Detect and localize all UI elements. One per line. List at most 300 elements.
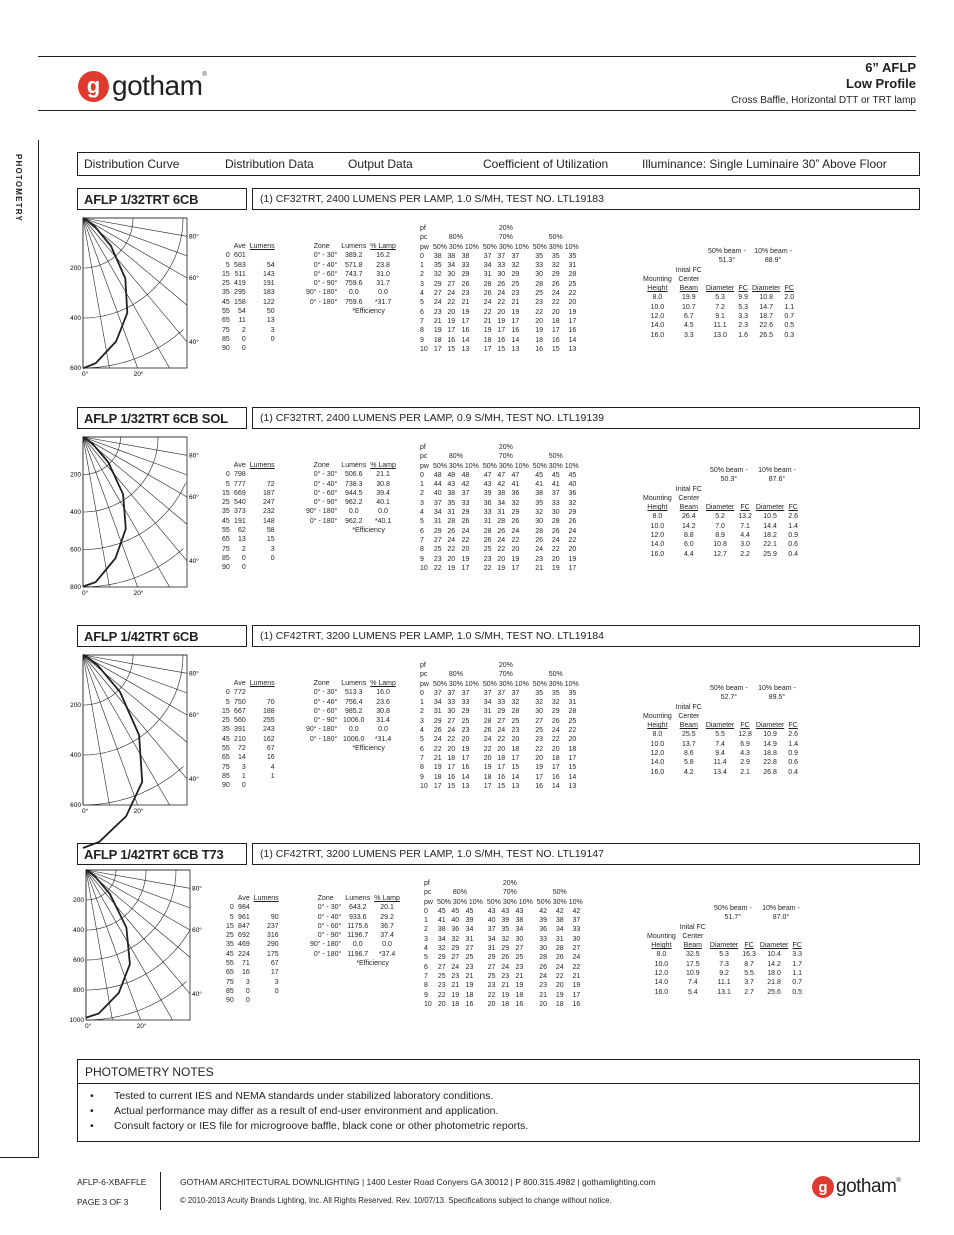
table-header-row	[418, 452, 581, 461]
table-cell: 26	[497, 527, 506, 535]
table-cell: 10	[420, 564, 428, 572]
table-cell: 20	[568, 736, 577, 744]
header-cell: 70%	[498, 671, 513, 679]
header-cell: 20%	[498, 225, 513, 232]
table-row	[220, 298, 277, 307]
header-cell: Mounting	[643, 712, 672, 720]
table-cell: 469	[238, 941, 250, 949]
table-cell: 27	[437, 963, 446, 971]
table-cell: 28	[535, 280, 544, 288]
table-cell: 36	[539, 926, 548, 934]
illuminance-table	[641, 247, 796, 340]
section-title: AFLP 1/32TRT 6CB SOL	[77, 407, 247, 429]
table-cell: 32	[511, 262, 520, 270]
table-cell: 19	[483, 764, 492, 772]
table-cell: 54	[237, 308, 246, 316]
table-cell: 17	[433, 782, 442, 790]
table-cell: 36	[483, 499, 492, 507]
table-cell: 43	[515, 907, 524, 915]
table-cell: 506.6	[344, 471, 363, 479]
header-cell: 50%	[548, 671, 563, 679]
header-cell: 20%	[502, 880, 517, 887]
table-row	[224, 978, 281, 987]
table-cell: 43	[483, 481, 492, 489]
table-cell: 21	[572, 972, 581, 980]
table-cell: 34	[515, 926, 524, 934]
header-cell: FC	[784, 285, 794, 293]
table-cell: 0	[424, 907, 428, 915]
table-cell: 25.5	[682, 731, 696, 739]
header-cell	[704, 275, 796, 284]
table-cell: 162	[262, 735, 275, 743]
table-row	[220, 753, 277, 762]
table-cell	[252, 903, 281, 912]
table-cell: 18.8	[763, 750, 777, 758]
curve-angle-label: 60°	[192, 927, 202, 935]
table-header-row	[641, 256, 796, 265]
table-cell: 9.4	[715, 750, 725, 758]
table-cell: 20	[461, 546, 470, 554]
table-cell: 14.7	[759, 303, 774, 311]
table-cell: 20	[497, 308, 506, 316]
table-cell: 72	[266, 480, 275, 488]
table-cell: 26	[447, 527, 456, 535]
table-cell: 183	[262, 289, 275, 297]
table-cell: 847	[238, 922, 250, 930]
table-cell: 1175.6	[347, 922, 369, 930]
table-cell: 511	[234, 270, 246, 278]
table-row	[418, 717, 581, 726]
table-cell: 11.4	[713, 759, 727, 767]
table-cell: 72	[237, 745, 246, 753]
table-cell: 15	[447, 345, 456, 353]
table-cell: 143	[262, 270, 275, 278]
header-cell: pf	[420, 662, 426, 669]
table-cell: 5.5	[744, 970, 754, 978]
table-cell: 16.0	[654, 988, 669, 996]
table-cell: 22	[551, 736, 560, 744]
table-cell: *31.7	[374, 298, 392, 306]
table-cell: 18	[551, 754, 560, 762]
table-cell: 24	[483, 299, 492, 307]
table-cell: 944.5	[344, 489, 363, 497]
table-cell: 3	[420, 499, 424, 507]
table-row	[422, 953, 585, 962]
table-cell: 24	[483, 736, 492, 744]
table-cell: 1006.0	[343, 735, 365, 743]
table-cell: 15	[551, 345, 560, 353]
table-cell: 24	[501, 963, 510, 971]
table-cell: 5	[420, 518, 424, 526]
table-cell: 31	[483, 518, 492, 526]
header-cell	[645, 913, 708, 922]
table-cell: 5	[424, 954, 428, 962]
table-cell: 19.9	[682, 294, 696, 302]
table-cell: 36	[568, 490, 577, 498]
table-cell: 38	[555, 917, 564, 925]
header-cell	[641, 475, 704, 484]
table-cell	[248, 251, 277, 260]
table-row	[418, 517, 581, 526]
table-cell: 5	[225, 261, 230, 269]
table-cell: 0	[225, 252, 230, 260]
header-cell	[645, 923, 678, 932]
gotham-g-mark: g	[78, 71, 109, 102]
table-row	[641, 312, 796, 321]
table-cell: 0° - 60°	[313, 707, 338, 715]
table-cell: 45	[222, 517, 230, 525]
table-cell: 90	[222, 782, 230, 790]
header-cell: FC	[788, 722, 798, 730]
table-row	[422, 944, 585, 953]
table-cell: 8.0	[656, 951, 667, 959]
table-cell: 25	[515, 954, 524, 962]
beam-angle: 51.7°	[724, 914, 742, 922]
photometry-tab-bar	[77, 152, 920, 176]
table-cell: 1	[420, 481, 424, 489]
table-cell: 70	[266, 698, 275, 706]
table-cell: 16	[497, 336, 506, 344]
table-cell: 16	[568, 327, 577, 335]
table-cell: 540	[234, 499, 246, 507]
table-cell: 2.6	[788, 513, 799, 521]
table-cell: 9.1	[715, 313, 725, 321]
curve-radial-label: 400	[73, 927, 84, 934]
table-row	[418, 326, 581, 335]
table-cell	[248, 344, 277, 353]
table-cell: 26	[568, 518, 577, 526]
table-cell: 7.3	[719, 960, 729, 968]
header-cell: 80%	[448, 453, 463, 461]
table-cell: 45	[226, 950, 234, 958]
table-cell: 0.4	[788, 768, 799, 776]
header-cell: Inital FC	[675, 485, 702, 493]
table-cell: 33	[572, 926, 581, 934]
table-header-row	[641, 503, 800, 512]
table-header-row	[220, 242, 277, 251]
table-row	[418, 298, 581, 307]
table-cell: 16	[551, 336, 560, 344]
table-cell: 10	[424, 1000, 432, 1008]
table-cell: 16	[535, 782, 544, 790]
curve-angle-label: 80°	[192, 885, 202, 893]
table-cell: 16	[572, 1000, 581, 1008]
table-cell: 38	[497, 490, 506, 498]
table-cell: 20	[447, 555, 456, 563]
table-cell: 0° - 180°	[313, 950, 342, 958]
table-cell: 20	[461, 736, 470, 744]
table-cell: 15	[222, 270, 230, 278]
header-cell: 50%	[552, 889, 567, 897]
table-cell: 18.0	[767, 970, 781, 978]
tab-distribution-data: Distribution Data	[225, 157, 314, 171]
table-cell: 22	[483, 564, 492, 572]
table-cell: 35	[535, 689, 544, 697]
header-cell	[531, 224, 581, 233]
distribution-data-table	[224, 894, 281, 1006]
table-row	[220, 335, 277, 344]
table-header-row	[418, 233, 581, 242]
table-row	[308, 913, 402, 922]
table-cell: 75	[222, 763, 230, 771]
table-cell	[304, 744, 339, 753]
table-cell: 22	[461, 536, 470, 544]
table-cell: 23	[465, 963, 474, 971]
table-cell: 12.0	[650, 750, 665, 758]
table-cell: 5.8	[683, 759, 694, 767]
table-cell: 224	[238, 950, 250, 958]
table-cell: 759.6	[344, 280, 363, 288]
table-cell: 62	[237, 527, 246, 535]
beam-angle: 52.7°	[720, 694, 738, 702]
table-cell: 17	[568, 317, 577, 325]
header-cell: Center	[678, 275, 700, 283]
table-cell: 17	[497, 764, 506, 772]
header-cell	[431, 661, 481, 670]
table-cell: 17	[551, 764, 560, 772]
header-cell: FC	[738, 285, 748, 293]
curve-angle-label: 80°	[189, 670, 199, 678]
table-cell: 10	[420, 345, 428, 353]
table-cell: 30	[539, 945, 548, 953]
table-cell: 18	[555, 1000, 564, 1008]
table-cell: 0	[420, 471, 424, 479]
table-cell: 25	[535, 727, 544, 735]
header-cell: Lumens	[249, 462, 275, 469]
table-cell	[248, 781, 277, 790]
table-cell: 24	[447, 290, 456, 298]
table-cell: 14	[461, 336, 470, 344]
table-cell: 0.0	[378, 289, 388, 297]
table-row	[418, 536, 581, 545]
table-cell: 23	[461, 290, 470, 298]
table-cell: 31	[433, 708, 442, 716]
table-cell: 24	[551, 727, 560, 735]
table-cell: 18	[483, 336, 492, 344]
table-cell: 13	[568, 782, 577, 790]
table-cell: 316	[266, 932, 279, 940]
table-cell: 38	[437, 926, 446, 934]
table-cell: 30	[447, 708, 456, 716]
table-cell: 27	[572, 945, 581, 953]
table-cell: 31	[483, 708, 492, 716]
header-cell: Beam	[683, 942, 702, 950]
footer-divider	[160, 1172, 161, 1210]
table-cell: 31	[568, 699, 577, 707]
table-cell: 22	[483, 308, 492, 316]
header-cell: Diameter	[705, 504, 735, 512]
table-header-row	[422, 879, 585, 888]
table-cell: 24	[497, 290, 506, 298]
table-cell: 30	[535, 271, 544, 279]
header-cell: Center	[678, 494, 700, 502]
table-cell: 16.2	[376, 252, 390, 260]
table-row	[220, 698, 277, 707]
table-cell: 0° - 40°	[313, 698, 338, 706]
header-cell	[641, 247, 704, 256]
header-cell	[531, 443, 581, 452]
table-cell: 17	[483, 782, 492, 790]
header-cell: 50%	[548, 234, 563, 242]
table-row	[304, 307, 398, 316]
header-cell	[641, 703, 674, 712]
header-cell: pf	[420, 444, 426, 451]
table-row	[418, 545, 581, 554]
table-cell: 17	[461, 754, 470, 762]
table-row	[418, 707, 581, 716]
table-cell: 191	[262, 280, 275, 288]
table-row	[422, 972, 585, 981]
table-cell: 33	[461, 499, 470, 507]
table-cell: 32	[437, 945, 446, 953]
table-cell: 22	[511, 536, 520, 544]
table-cell: 23	[487, 982, 496, 990]
table-cell: 33	[497, 262, 506, 270]
table-cell: 756.4	[344, 698, 363, 706]
table-cell: 210	[234, 735, 246, 743]
footer-g-mark: g	[812, 1176, 834, 1198]
table-cell: 34	[497, 499, 506, 507]
table-cell: 14.2	[767, 960, 781, 968]
curve-radial-label: 600	[70, 802, 81, 809]
table-cell: 32	[551, 699, 560, 707]
curve-radial-label: 600	[70, 365, 81, 372]
table-cell: 25	[222, 717, 230, 725]
table-cell: 18	[568, 745, 577, 753]
table-cell: 16	[515, 1000, 524, 1008]
table-cell: 18	[483, 773, 492, 781]
table-cell: 20	[511, 546, 520, 554]
table-cell: 29	[487, 954, 496, 962]
table-cell: 29	[433, 717, 442, 725]
table-cell: 26	[433, 727, 442, 735]
table-cell: 24	[497, 536, 506, 544]
curve-frame	[83, 437, 187, 587]
table-cell: 122	[262, 298, 275, 306]
table-cell: 45	[222, 735, 230, 743]
side-label: PHOTOMETRY	[14, 154, 23, 223]
table-cell: 9	[424, 991, 428, 999]
table-header-row	[641, 266, 796, 275]
table-cell: 22	[483, 745, 492, 753]
notes-list	[78, 1084, 919, 1134]
header-cell	[641, 485, 674, 494]
table-cell: 20	[551, 308, 560, 316]
table-cell: 42	[539, 907, 548, 915]
table-cell: 36	[451, 926, 460, 934]
curve-radial-label: 800	[73, 987, 84, 994]
table-cell: 158	[234, 298, 246, 306]
header-cell: 20%	[498, 444, 513, 451]
tab-output-data: Output Data	[348, 157, 413, 171]
table-row	[220, 526, 277, 535]
table-cell: 90° - 180°	[306, 726, 338, 734]
table-row	[308, 931, 402, 940]
curve-ring	[83, 330, 183, 369]
header-cell: pc	[420, 453, 428, 461]
beam-angle: 88.9°	[764, 257, 782, 265]
table-cell: 247	[262, 499, 275, 507]
header-cell: % Lamp	[370, 680, 396, 687]
table-cell: 0	[241, 345, 246, 353]
table-cell: 25	[483, 546, 492, 554]
table-cell: 42	[555, 907, 564, 915]
header-cell: Center	[682, 932, 704, 940]
table-cell: 29	[461, 708, 470, 716]
table-cell: 1.4	[788, 522, 799, 530]
table-cell: 0	[225, 689, 230, 697]
table-cell: 31	[447, 509, 456, 517]
header-cell: 50%	[548, 453, 563, 461]
table-cell: 38	[515, 917, 524, 925]
curve-radial-label: 200	[70, 471, 81, 479]
table-cell: 20	[487, 1000, 496, 1008]
table-cell: 27	[515, 945, 524, 953]
table-cell: 20	[511, 736, 520, 744]
table-cell: 26	[551, 280, 560, 288]
curve-angle-label: 60°	[189, 494, 199, 502]
header-cell: FC	[744, 942, 754, 950]
table-cell: 8	[420, 546, 424, 554]
table-cell: 4	[424, 945, 428, 953]
top-rule	[38, 56, 916, 57]
table-cell: 90	[226, 997, 234, 1005]
table-cell: 16	[241, 969, 250, 977]
table-cell: 0° - 60°	[313, 270, 338, 278]
table-cell: 18	[511, 745, 520, 753]
table-row	[220, 554, 277, 563]
table-row	[418, 735, 581, 744]
table-cell: 31	[433, 518, 442, 526]
table-cell: 5	[229, 913, 234, 921]
table-cell: 19	[483, 327, 492, 335]
table-cell: 10	[420, 782, 428, 790]
table-cell: 5.3	[715, 294, 725, 302]
table-row	[304, 688, 398, 697]
curve-angle-label: 40°	[192, 990, 202, 998]
table-cell: 2.9	[740, 759, 750, 767]
illuminance-table	[645, 904, 804, 997]
table-cell: 4.4	[683, 550, 694, 558]
table-cell: 191	[234, 517, 246, 525]
table-cell: 571.8	[344, 261, 363, 269]
table-cell: 750	[234, 698, 246, 706]
table-row	[418, 508, 581, 517]
table-cell: 22	[568, 727, 577, 735]
table-cell: 43	[447, 481, 456, 489]
table-cell: 23	[535, 555, 544, 563]
header-cell: 50% 30% 10%	[482, 462, 529, 470]
table-cell: 41	[437, 917, 446, 925]
table-cell: 13	[461, 345, 470, 353]
section-description: (1) CF32TRT, 2400 LUMENS PER LAMP, 1.0 S/MH, TEST NO. LTL19183	[252, 188, 920, 210]
header-cell: Beam	[679, 722, 698, 730]
table-cell: 18.7	[759, 313, 774, 321]
table-cell: 22	[447, 546, 456, 554]
header-cell: 50% 30% 10%	[532, 243, 579, 251]
header-rule	[38, 110, 916, 111]
table-cell: 1.1	[784, 303, 795, 311]
table-cell	[304, 526, 339, 535]
header-cell: Lumens	[341, 680, 367, 687]
header-cell	[431, 443, 481, 452]
table-cell: 5.5	[715, 731, 725, 739]
header-cell	[704, 494, 800, 503]
table-cell: 19	[461, 555, 470, 563]
table-cell: 22	[555, 972, 564, 980]
table-row	[224, 940, 281, 949]
table-cell: 14	[237, 754, 246, 762]
